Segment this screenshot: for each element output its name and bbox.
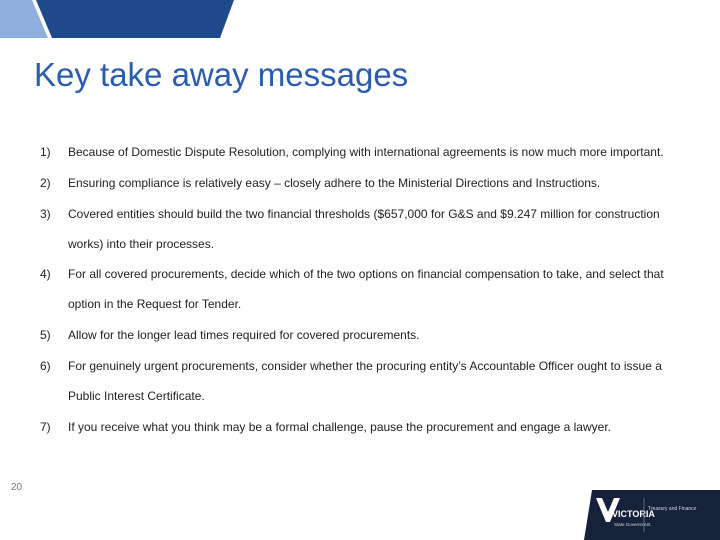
item-number: 7) [40, 420, 51, 434]
list-item [40, 137, 690, 167]
list-item [40, 199, 690, 259]
list-item [40, 351, 690, 411]
logo-department: Treasury and Finance [648, 506, 697, 512]
item-text: Because of Domestic Dispute Resolution, complying with international agreements is now much more important. [68, 145, 664, 159]
victoria-government-logo [584, 490, 720, 540]
item-number: 6) [40, 359, 51, 373]
list-item [40, 412, 690, 442]
item-number: 5) [40, 328, 51, 342]
list-item [40, 259, 690, 319]
item-number: 2) [40, 176, 51, 190]
item-number: 1) [40, 145, 51, 159]
logo-wordmark: VICTORIA [612, 509, 655, 519]
list-item [40, 320, 690, 350]
item-text: For all covered procurements, decide which of the two options on financial compensation to take, and select that option in the Request for Tender. [68, 267, 664, 311]
item-number: 3) [40, 207, 51, 221]
slide-title: Key take away messages [34, 56, 409, 93]
logo-sub: State Government [614, 522, 651, 527]
header-banner [0, 0, 720, 38]
item-text: Covered entities should build the two financial thresholds ($657,000 for G&S and $9.247 million for construction works) into their processes. [68, 207, 660, 251]
item-text: If you receive what you think may be a formal challenge, pause the procurement and engage a lawyer. [68, 420, 611, 434]
item-number: 4) [40, 267, 51, 281]
list-item [40, 168, 690, 198]
item-text: Ensuring compliance is relatively easy – closely adhere to the Ministerial Directions and Instructions. [68, 176, 601, 190]
item-text: Allow for the longer lead times required for covered procurements. [68, 328, 420, 342]
item-text: For genuinely urgent procurements, consider whether the procuring entity’s Accountable Officer ought to issue a Public Interest Certificate. [68, 359, 662, 403]
page-number: 20 [11, 482, 23, 493]
